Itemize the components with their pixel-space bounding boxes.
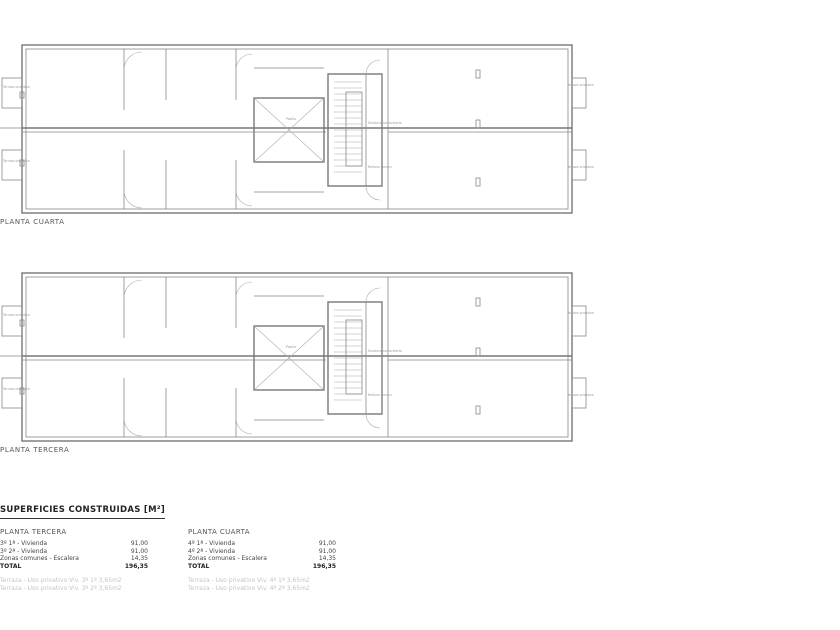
row-label: 4º 1ª - Vivienda (188, 540, 236, 547)
total-value: 196,35 (312, 562, 336, 570)
row-label: 4º 2ª - Vivienda (188, 547, 236, 555)
plan-drawing (0, 45, 586, 213)
terrace-label-left-bottom: Terraza privativa (3, 387, 30, 391)
plan-title-cuarta: PLANTA CUARTA (0, 218, 65, 226)
terrace-label-left-bottom: Terraza privativa (3, 159, 30, 163)
hall-label: Pasillo (286, 117, 296, 121)
row-value: 14,35 (130, 555, 148, 563)
plan-title-tercera: PLANTA TERCERA (0, 446, 70, 454)
terrace-note: Terraza - Uso privativo Viv. 4º 1ª 3,65m2 (188, 577, 310, 585)
landing-label: Rellano comun (368, 393, 392, 397)
terrace-label-right-bottom: Terraza privativa (567, 165, 594, 169)
surfaces-table-cuarta (188, 528, 336, 593)
hall-label: Pasillo (286, 345, 296, 349)
total-label: TOTAL (0, 562, 22, 570)
plan-drawing (0, 273, 586, 441)
table-row (188, 548, 336, 556)
table-row (0, 555, 148, 563)
row-value: 91,00 (318, 540, 336, 547)
total-value: 196,35 (124, 562, 148, 570)
total-label: TOTAL (188, 562, 210, 570)
row-value: 91,00 (318, 547, 336, 555)
surfaces-heading: SUPERFICIES CONSTRUIDAS [M²] (0, 505, 165, 519)
row-label: Zonas comunes - Escalera (188, 555, 267, 563)
row-value: 14,35 (318, 555, 336, 563)
landing-label: Rellano comun (368, 165, 392, 169)
row-value: 91,00 (130, 547, 148, 555)
total-row (0, 563, 148, 571)
stair-label: Escalera comunitaria (368, 349, 402, 353)
surfaces-table-title: PLANTA TERCERA (0, 528, 67, 536)
terrace-note: Terraza - Uso privativo Viv. 4º 2ª 3,65m2 (188, 584, 310, 592)
row-value: 91,00 (130, 540, 148, 547)
terrace-label-left-top: Terraza privativa (3, 85, 30, 89)
terrace-label-left-top: Terraza privativa (3, 313, 30, 317)
stair-label: Escalera comunitaria (368, 121, 402, 125)
table-row (188, 555, 336, 563)
surfaces-table-title: PLANTA CUARTA (188, 528, 250, 536)
floor-plan-cuarta (0, 40, 840, 230)
surfaces-table-tercera (0, 528, 148, 593)
terrace-note: Terraza - Uso privativo Viv. 3º 2ª 3,65m2 (0, 584, 122, 592)
table-row (0, 540, 148, 548)
row-label: Zonas comunes - Escalera (0, 555, 79, 563)
table-row (0, 548, 148, 556)
table-row (188, 540, 336, 548)
terrace-note: Terraza - Uso privativo Viv. 3º 1ª 3,65m2 (0, 577, 122, 585)
row-label: 3º 1ª - Vivienda (0, 540, 48, 547)
terrace-label-right-top: Terraza privativa (567, 311, 594, 315)
terrace-label-right-top: Terraza privativa (567, 83, 594, 87)
floor-plan-tercera (0, 268, 840, 458)
terrace-label-right-bottom: Terraza privativa (567, 393, 594, 397)
row-label: 3º 2ª - Vivienda (0, 547, 48, 555)
total-row (188, 563, 336, 571)
